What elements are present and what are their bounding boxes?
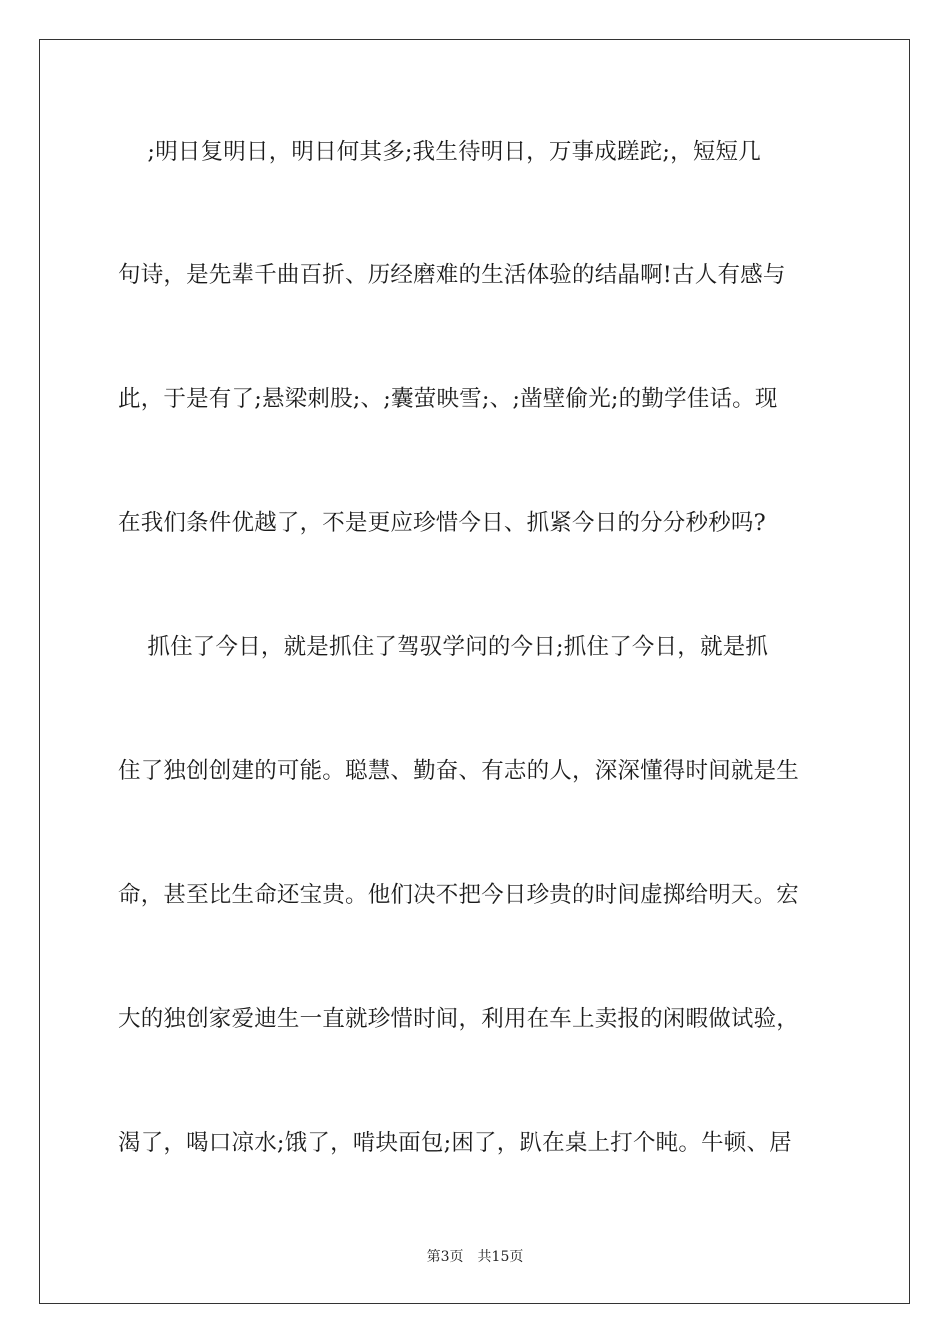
- text-line-9: 渴了，喝口凉水;饿了，啃块面包;困了，趴在桌上打个盹。牛顿、居: [118, 1130, 792, 1156]
- text-line-3: 此，于是有了;悬梁刺股;、;囊萤映雪;、;凿壁偷光;的勤学佳话。现: [118, 386, 778, 412]
- page-border: [39, 39, 910, 1304]
- text-line-6: 住了独创创建的可能。聪慧、勤奋、有志的人，深深懂得时间就是生: [118, 758, 800, 784]
- text-line-7: 命，甚至比生命还宝贵。他们决不把今日珍贵的时间虚掷给明天。宏: [118, 882, 800, 908]
- text-line-5: 抓住了今日，就是抓住了驾驭学问的今日;抓住了今日，就是抓: [118, 634, 769, 660]
- text-line-8: 大的独创家爱迪生一直就珍惜时间，利用在车上卖报的闲暇做试验，: [118, 1006, 800, 1032]
- text-line-2: 句诗，是先辈千曲百折、历经磨难的生活体验的结晶啊!古人有感与: [118, 262, 786, 288]
- page-footer: [0, 1248, 950, 1266]
- page-number: 第3页: [426, 1249, 464, 1265]
- text-line-1: ;明日复明日，明日何其多;我生待明日，万事成蹉跎;，短短几: [118, 139, 761, 165]
- text-line-4: 在我们条件优越了，不是更应珍惜今日、抓紧今日的分分秒秒吗?: [118, 510, 766, 536]
- page-total: 共15页: [477, 1249, 524, 1265]
